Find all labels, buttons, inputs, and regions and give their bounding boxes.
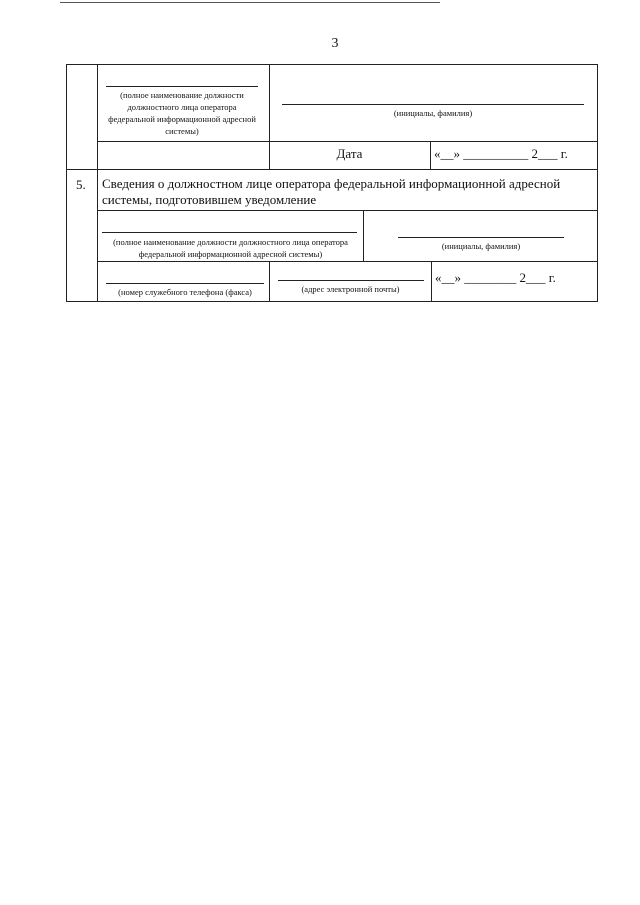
date-column-divider: [430, 141, 431, 169]
table-border-top: [66, 64, 598, 65]
phone-fill-line: [106, 283, 264, 284]
email-date-divider: [431, 261, 432, 302]
table-border-left: [66, 64, 67, 302]
section-position-fill-line: [102, 232, 357, 233]
signature-row-divider: [269, 141, 598, 142]
date-label: Дата: [336, 146, 363, 161]
section-position-divider: [363, 210, 364, 262]
contact-row-divider: [97, 261, 598, 262]
position-row-divider: [97, 141, 269, 142]
section-name-caption: (инициалы, фамилия): [441, 241, 521, 251]
section-name-fill-line: [398, 237, 564, 238]
notification-form-table: [66, 64, 598, 302]
email-caption: (адрес электронной почты): [301, 284, 400, 294]
section-date-value: «__» ________ 2___ г.: [435, 270, 556, 285]
name-caption: (инициалы, фамилия): [393, 108, 473, 118]
section-number: 5.: [76, 177, 86, 192]
position-caption: (полное наименование должности должностного лица оператора федеральной информационной адресной системы): [108, 90, 256, 136]
page-top-rule: [60, 2, 440, 3]
table-border-bottom: [66, 301, 598, 302]
section-title-divider: [97, 210, 598, 211]
email-fill-line: [278, 280, 424, 281]
date-value: «__» __________ 2___ г.: [434, 146, 568, 161]
name-fill-line: [282, 104, 584, 105]
table-border-right: [597, 64, 598, 302]
section-position-caption: (полное наименование должности должностного лица оператора федеральной информационной адресной системы): [113, 237, 348, 259]
section-title: Сведения о должностном лице оператора федеральной информационной адресной системы, подготовившем уведомление: [102, 176, 561, 207]
page-number: 3: [331, 36, 339, 51]
phone-caption: (номер служебного телефона (факса): [118, 287, 252, 297]
phone-email-divider: [269, 261, 270, 302]
position-fill-line: [106, 86, 258, 87]
number-column-divider: [97, 64, 98, 302]
section-divider: [66, 169, 598, 170]
